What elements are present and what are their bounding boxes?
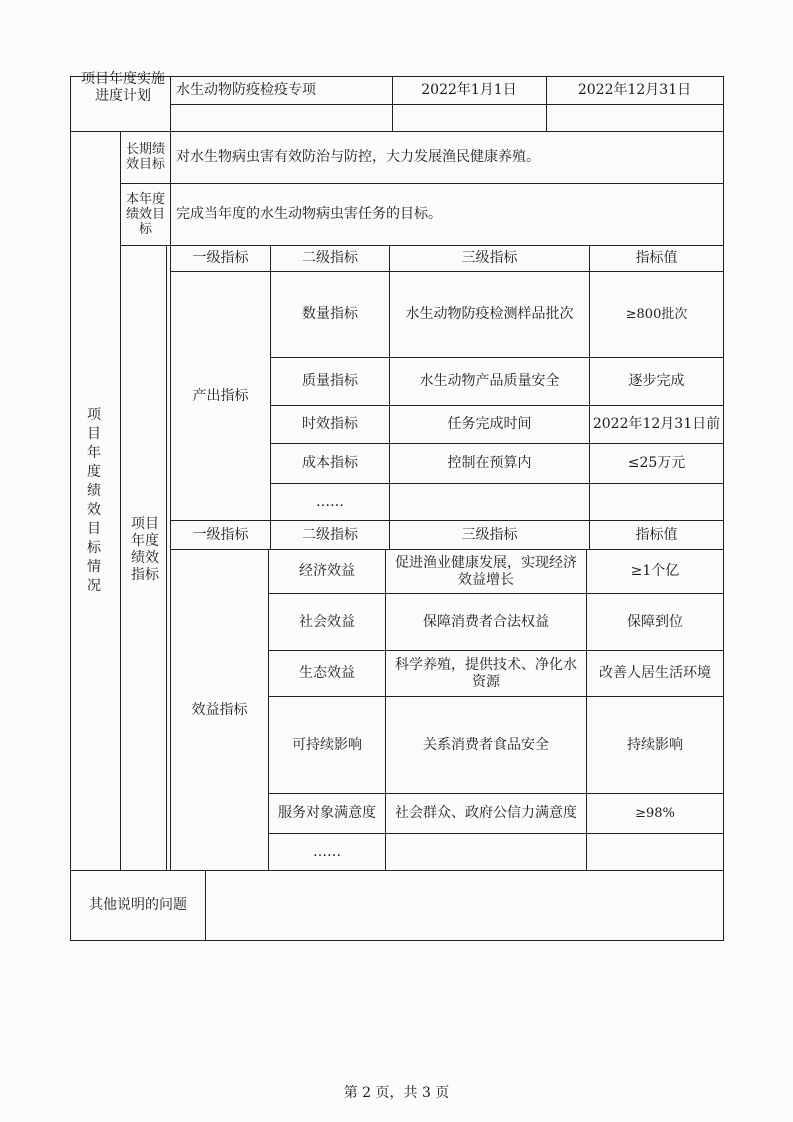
benefit-row-ellipsis-level2: …… [313,843,341,860]
output-row-cost-level3: 控制在预算内 [447,455,532,471]
header-value: 指标值 [635,250,678,266]
output-row-ellipsis-level2: …… [316,493,344,510]
benefit-row-sustainable-level2: 可持续影响 [292,736,362,753]
annual-goal-label: 本年度绩效目标 [125,192,165,237]
benefit-row-ellipsis-value [587,834,723,870]
other-notes-text [207,871,722,940]
output-row-ellipsis-value [590,484,723,520]
implementation-end-date: 2022年12月31日 [577,82,692,98]
benefit-level1: 效益指标 [191,701,248,718]
output-row-quality-level3: 水生动物产品质量安全 [419,373,560,389]
long-term-goal-label: 长期绩效目标 [125,141,165,172]
long-term-goal-text: 对水生物病虫害有效防治与防控，大力发展渔民健康养殖。 [176,149,540,165]
benefit-row-satisfaction-level2: 服务对象满意度 [278,805,376,821]
benefit-row-social-level3: 保障消费者合法权益 [423,613,549,630]
output-row-quantity-level3: 水生动物防疫检测样品批次 [405,306,574,322]
benefit-row-economic-level2: 经济效益 [299,563,355,579]
benefit-row-satisfaction-level3: 社会群众、政府公信力满意度 [395,805,577,821]
output-row-quantity-level2: 数量指标 [302,306,358,322]
header-level2: 二级指标 [302,250,358,266]
benefit-row-ecological-level2: 生态效益 [299,665,355,681]
output-row-cost-value: ≤25万元 [627,455,686,471]
benefit-row-sustainable-value: 持续影响 [627,736,683,753]
benefit-row-sustainable-level3: 关系消费者食品安全 [423,736,549,753]
output-level1: 产出指标 [192,387,249,404]
benefit-row-social-value: 保障到位 [627,613,683,630]
goals-section-label: 项目年度绩效目标情况 [87,406,101,594]
benefit-row-satisfaction-value: ≥98% [635,806,675,821]
benefit-row-economic-value: ≥1个亿 [630,563,680,579]
benefit-header-level3: 三级指标 [461,526,518,543]
output-row-cost-level2: 成本指标 [302,455,358,471]
benefit-row-ecological-value: 改善人居生活环境 [599,665,711,681]
benefit-row-ecological-level3: 科学养殖，提供技术、净化水资源 [395,656,577,690]
output-row-quality-value: 逐步完成 [628,373,685,389]
annual-goal-text: 完成当年度的水生动物病虫害任务的目标。 [176,206,442,222]
other-notes-label: 其他说明的问题 [89,897,187,913]
implementation-start-date: 2022年1月1日 [421,82,517,98]
benefit-header-level2: 二级指标 [302,526,358,543]
output-row-quality-level2: 质量指标 [302,373,358,389]
header-level3: 三级指标 [461,250,518,266]
implementation-plan-label: 项目年度实施进度计划 [81,71,165,104]
header-level1: 一级指标 [192,250,249,266]
implementation-task: 水生动物防疫检疫专项 [176,82,316,98]
output-row-timeliness-level2: 时效指标 [302,416,358,432]
output-row-ellipsis-level3 [390,484,589,520]
output-row-timeliness-value: 2022年12月31日前 [592,416,721,432]
indicator-group-label: 项目年度绩效指标 [131,516,159,583]
output-row-quantity-value: ≥800批次 [625,307,688,322]
benefit-row-ellipsis-level3 [386,834,586,870]
benefit-row-social-level2: 社会效益 [299,613,355,630]
benefit-header-value: 指标值 [635,526,678,543]
benefit-header-level1: 一级指标 [192,526,249,543]
benefit-row-economic-level3: 促进渔业健康发展，实现经济效益增长 [395,554,577,588]
output-row-timeliness-level3: 任务完成时间 [447,416,532,432]
page-footer: 第 2 页，共 3 页 [343,1085,450,1101]
